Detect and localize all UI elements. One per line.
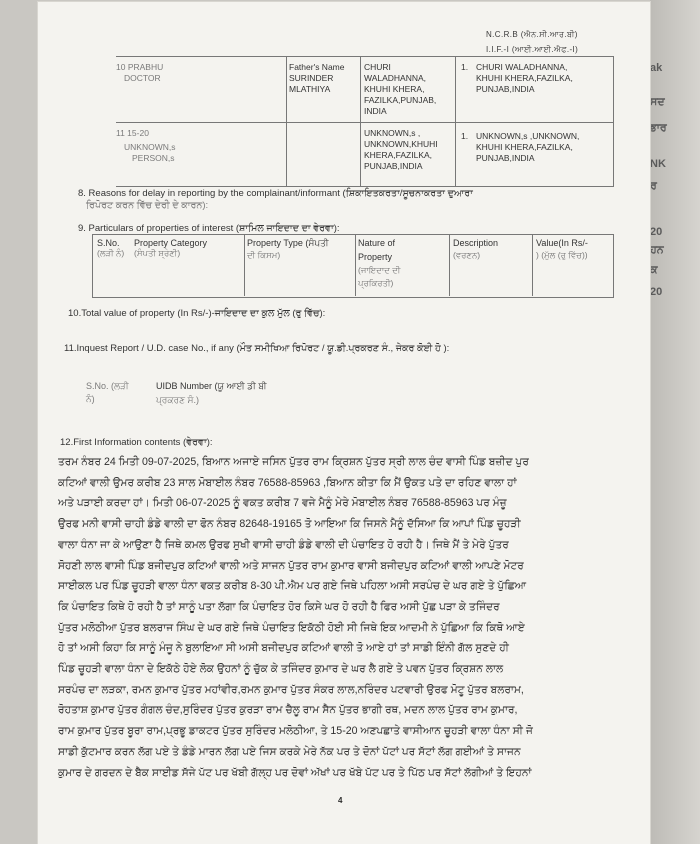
section-10-label: 10.Total value of property (In Rs/-)-ਜਾਇਦਾਦ ਦਾ ਕੁਲ ਮੁੱਲ (ਰੁ ਵਿੱਚ): [68,308,326,319]
col-header-category: Property Category [134,238,208,248]
paragraph-line: ਸਰਪੰਚ ਦਾ ਲੜਕਾ, ਰਮਨ ਕੁਮਾਰ ਪੁੱਤਰ ਮਹਾਂਵੀਰ,ਰਮਨ ਕੁਮਾਰ ਪੁੱਤਰ ਸੰਕਰ ਲਾਲ,ਨਰਿੰਦਰ ਪਟਵਾਰੀ ਉਰਫ ਮੋਟੂ ਪੁੱਤਰ ਬਲਰਾਮ, [58,683,524,696]
address-line: PUNJAB,INDIA [364,161,423,171]
col-header-nature-pa: (ਜਾਇਦਾਦ ਦੀ [358,265,401,275]
paragraph-line: ਵਾਲਾ ਧੰਨਾ ਜਾ ਕੇ ਆਉਣਾ ਹੈ ਜਿਥੇ ਕਮਲ ਉਰਫ ਸੁਖੀ ਵਾਸੀ ਚਾਹੀ ਡੰਡੇ ਵਾਲੀ ਦੀ ਪੰਚਾਇਤ ਹੋ ਰਹੀ ਹੈ। ਜਿਥੇ ਮੈਂ ਤੇ ਮੇਰੇ ਪੁੱਤਰ [58,538,509,551]
table-rule [449,234,450,296]
adjacent-page-fragment: ਸਦ [650,96,665,108]
full-address-line: KHUHI KHERA,FAZILKA, [476,73,573,83]
person-serial: 10 PRABHU [116,62,164,72]
address-line: UNKNOWN,s , [364,128,421,138]
section-11-label: 11.Inquest Report / U.D. case No., if any (ਮੌਤ ਸਮੀਖਿਆ ਰਿਪੋਰਟ / ਯੂ.ਡੀ.ਪ੍ਰਕਰਣ ਸੰ., ਜੇਕਰ ਕੋਈ ਹੋ ): [64,343,450,354]
section-9-label: 9. Particulars of properties of interest (ਸ਼ਾਮਿਲ ਜਾਇਦਾਦ ਦਾ ਵੇਰਵਾ): [78,223,340,234]
adjacent-page-fragment: ak [650,62,663,74]
full-address-line: PUNJAB,INDIA [476,153,535,163]
col-header-sno: S.No. [97,238,120,248]
adjacent-page-fragment: ਕ [650,264,658,276]
adjacent-page-fragment: ਭਾਰ [650,122,667,134]
paragraph-line: ਰੋਹਤਾਸ਼ ਕੁਮਾਰ ਪੁੱਤਰ ਗੰਗਲ ਚੰਦ,ਸੁਰਿੰਦਰ ਪੁੱਤਰ ਕੁਰੜਾ ਰਾਮ ਚੈਲੂ ਰਾਮ ਸੈਨ ਪੁੱਤਰ ਭਾਗੀ ਰਥ, ਮਦਨ ਲਾਲ ਪੁੱਤਰ ਰਾਮ ਕੁਮਾਰ, [58,704,518,717]
table-rule [116,122,614,123]
col-header-description-pa: (ਵਰਣਨ) [453,250,481,260]
paragraph-line: ਹੋ ਤਾਂ ਅਸੀ ਕਿਹਾ ਕਿ ਸਾਨੂੰ ਮੰਜੂ ਨੇ ਬੁਲਾਇਆ ਸੀ ਅਸੀ ਬਜੀਦਪੁਰ ਕਟਿਆਂ ਵਾਲੀ ਤੋ ਆਏ ਹਾਂ ਤਾਂ ਸਾਡੀ ਇੰਨੀ ਗੱਲ ਸੁਣਦੇ ਹੀ [58,642,509,655]
inquest-sno: S.No. (ਲੜੀ [86,381,129,391]
paragraph-line: ਸਾਡੀ ਕੁੱਟਮਾਰ ਕਰਨ ਲੱਗ ਪਏ ਤੇ ਡੰਡੇ ਮਾਰਨ ਲੱਗ ਪਏ ਜਿਸ ਕਰਕੇ ਮੇਰੇ ਨੱਕ ਪਰ ਤੇ ਦੋਨਾਂ ਪੱਟਾਂ ਪਰ ਸੱਟਾਂ ਲੱਗ ਗਈਆਂ ਤੇ ਸਾਜਨ [58,745,521,758]
table-rule [455,56,456,186]
person-serial: 11 15-20 [116,128,149,138]
paragraph-line: ਕਿ ਪੰਚਾਇਤ ਕਿਥੇ ਹੋ ਰਹੀ ਹੈ ਤਾਂ ਸਾਨੂੰ ਪਤਾ ਲੱਗਾ ਕਿ ਪੰਚਾਇਤ ਹੋਰ ਕਿਸੇ ਘਰ ਹੋ ਰਹੀ ਹੈ ਫਿਰ ਅਸੀ ਪੁੱਛ ਪੜਾ ਕੇ ਤਜਿੰਦਰ [58,600,500,613]
adjacent-page-fragment: 20 [650,226,663,238]
section-8-label: 8. Reasons for delay in reporting by the complainant/informant (ਸ਼ਿਕਾਇਤਕਰਤਾ/ਸੂਚਨਾਕਰਤਾ ਦੁਆਰਾ [78,188,473,199]
inquest-uidb-2: ਪ੍ਰਕਰਣ ਸੰ.) [156,395,199,405]
paragraph-line: ਕੁਮਾਰ ਦੇ ਗਰਦਨ ਦੇ ਬੈਕ ਸਾਈਡ ਸੱਜੇ ਪੱਟ ਪਰ ਖੱਬੀ ਗੱਲ੍ਹ ਪਰ ਦੋਵਾਂ ਅੱਖਾਂ ਪਰ ਖੱਬੇ ਪੱਟ ਪਰ ਤੇ ਪਿੱਠ ਪਰ ਸੱਟਾਂ ਲੱਗੀਆਂ ਤੇ ਇਹਨਾਂ [58,766,532,779]
table-rule [116,56,614,57]
table-rule [116,186,614,187]
table-rule [532,234,533,296]
address-line: FAZILKA,PUNJAB, [364,95,437,105]
paragraph-line: ਸੋਹਣੀ ਲਾਲ ਵਾਸੀ ਪਿੰਡ ਬਜੀਦਪੁਰ ਕਟਿਆਂ ਵਾਲੀ ਅਤੇ ਸਾਜਨ ਪੁੱਤਰ ਰਾਮ ਕੁਮਾਰ ਵਾਸੀ ਬਜੀਦਪੁਰ ਕਟਿਆਂ ਵਾਲੀ ਆਪਣੇ ਮੋਟਰ [58,559,524,572]
paragraph-line: ਪਿੰਡ ਚੂਹੜੀ ਵਾਲਾ ਧੰਨਾ ਦੇ ਇਕੱਠੇ ਹੋਏ ਲੋਕ ਉਹਨਾਂ ਨੂੰ ਚੁੱਕ ਕੇ ਤਜਿੰਦਰ ਕੁਮਾਰ ਦੇ ਘਰ ਲੈ ਗਏ ਤੇ ਪਵਨ ਪੁੱਤਰ ਕ੍ਰਿਸ਼ਨ ਲਾਲ [58,663,504,676]
father-name-label: Father's Name [289,62,345,72]
col-header-description: Description [453,238,499,248]
col-header-nature-2: Property [358,252,393,262]
adjacent-page-fragment: 20 [650,286,663,298]
address-line: INDIA [364,106,387,116]
iif-header: I.I.F.-I (ਆਈ.ਆਈ.ਐਫ.-I) [486,45,579,54]
address-line: CHURI [364,62,391,72]
first-information-contents [58,452,648,783]
table-rule [355,234,356,296]
paragraph-line: ਅਤੇ ਪੜਾਈ ਕਰਦਾ ਹਾਂ। ਮਿਤੀ 06-07-2025 ਨੂੰ ਵਕਤ ਕਰੀਬ 7 ਵਜੇ ਮੈਨੂੰ ਮੇਰੇ ਮੋਬਾਈਲ ਨੰਬਰ 76588-85963 ਪਰ ਮੰਜ਼ੂ [58,497,507,510]
ncrb-header: N.C.R.B (ਐਨ.ਸੀ.ਆਰ.ਬੀ) [486,30,578,39]
col-header-type: Property Type (ਸੰਪਤੀ [247,238,329,248]
inquest-uidb: UIDB Number (ਯੂ ਆਈ ਡੀ ਬੀ [156,381,267,391]
col-header-sno-pa: (ਲੜੀ ਨੰ) [97,248,125,258]
full-address-line: CHURI WALADHANNA, [476,62,568,72]
paragraph-line: ਪੁੱਤਰ ਮਲੋਠੀਆ ਪੁੱਤਰ ਬਲਰਾਜ ਸਿੰਘ ਦੇ ਘਰ ਗਏ ਜਿਥੇ ਪੰਚਾਇਤ ਇਕੱਠੀ ਹੋਈ ਸੀ ਜਿਥੇ ਇਕ ਆਦਮੀ ਨੇ ਪੁੱਛਿਆ ਕਿ ਕਿਥੋ ਆਏ [58,621,525,634]
section-8-label-pa: ਰਿਪੋਰਟ ਕਰਨ ਵਿੱਚ ਦੇਰੀ ਦੇ ਕਾਰਨ): [86,200,209,211]
address-line: WALADHANNA, [364,73,427,83]
col-header-type-pa: ਦੀ ਕਿਸਮ) [247,250,281,260]
address-number: 1. [461,62,469,72]
address-line: KHERA,FAZILKA, [364,150,433,160]
page-number: 4 [338,796,343,805]
table-rule [244,234,245,296]
table-rule [613,56,614,186]
adjacent-page-strip [650,0,700,844]
adjacent-page-fragment: NK [650,158,666,170]
col-header-value: Value(In Rs/- [536,238,588,248]
person-designation: PERSON,s [132,153,175,163]
adjacent-page-fragment: ਹਨ [650,244,664,256]
person-designation: DOCTOR [124,73,161,83]
adjacent-page-fragment: ਰ [650,180,657,192]
full-address-line: PUNJAB,INDIA [476,84,535,94]
paragraph-line: ਉਰਫ ਮਨੀ ਵਾਸੀ ਚਾਹੀ ਡੰਡੇ ਵਾਲੀ ਦਾ ਫੋਨ ਨੰਬਰ 82648-19165 ਤੋ ਆਇਆ ਕਿ ਜਿਸਨੇ ਮੈਨੂੰ ਦੱਸਿਆ ਕਿ ਆਪਾਂ ਪਿੰਡ ਚੂਹੜੀ [58,518,521,531]
full-address-line: KHUHI KHERA,FAZILKA, [476,142,573,152]
full-address-line: UNKNOWN,s ,UNKNOWN, [476,131,580,141]
address-number: 1. [461,131,469,141]
father-name: SURINDER MLATHIYA [289,73,334,94]
address-line: KHUHI KHERA, [364,84,425,94]
paragraph-line: ਸਾਈਕਲ ਪਰ ਪਿੰਡ ਚੂਹੜੀ ਵਾਲਾ ਧੰਨਾ ਵਕਤ ਕਰੀਬ 8-30 ਪੀ.ਐਮ ਪਰ ਗਏ ਜਿਥੇ ਪਹਿਲਾ ਅਸੀ ਸਰਪੰਚ ਦੇ ਘਰ ਗਏ ਤੇ ਪੁੱਛਿਆ [58,580,527,593]
table-rule [286,56,287,186]
col-header-category-pa: (ਸੰਪਤੀ ਸ਼੍ਰੇਣੀ) [134,248,181,258]
paragraph-line: ਕਟਿਆਂ ਵਾਲੀ ਉਮਰ ਕਰੀਬ 23 ਸਾਲ ਮੋਬਾਈਲ ਨੰਬਰ 76588-85963 ,ਬਿਆਨ ਕੀਤਾ ਕਿ ਮੈਂ ਉਕਤ ਪਤੇ ਦਾ ਰਹਿਣ ਵਾਲਾ ਹਾਂ [58,476,517,489]
person-designation: UNKNOWN,s [124,142,176,152]
table-rule [360,56,361,186]
section-12-label: 12.First Information contents (ਵੇਰਵਾ): [60,437,213,448]
col-header-value-pa: ) (ਮੁੱਲ (ਰੁ ਵਿੱਚ)) [536,250,588,260]
col-header-nature-pa-2: ਪ੍ਰਕਿਰਤੀ) [358,278,394,288]
paragraph-line: ਰਾਮ ਕੁਮਾਰ ਪੁੱਤਰ ਬੂਰਾ ਰਾਮ,ਪ੍ਰਭੂ ਡਾਕਟਰ ਪੁੱਤਰ ਸੁਰਿੰਦਰ ਮਲੋਠੀਆ, ਤੇ 15-20 ਅਣਪਛਾਤੇ ਵਾਸੀਆਨ ਚੂਹੜੀ ਵਾਲਾ ਧੰਨਾ ਸੀ ਜੋ [58,725,533,738]
inquest-sno-2: ਨੰ) [86,394,95,404]
col-header-nature: Nature of [358,238,396,248]
paragraph-line: ਤਰਮ ਨੰਬਰ 24 ਮਿਤੀ 09-07-2025, ਬਿਆਨ ਅਜਾਏ ਜਸਿਨ ਪੁੱਤਰ ਰਾਮ ਕ੍ਰਿਸ਼ਨ ਪੁੱਤਰ ਸ੍ਰੀ ਲਾਲ ਚੰਦ ਵਾਸੀ ਪਿੰਡ ਬਜ਼ੀਦ ਪੁਰ [58,456,529,468]
address-line: UNKNOWN,KHUHI [364,139,438,149]
